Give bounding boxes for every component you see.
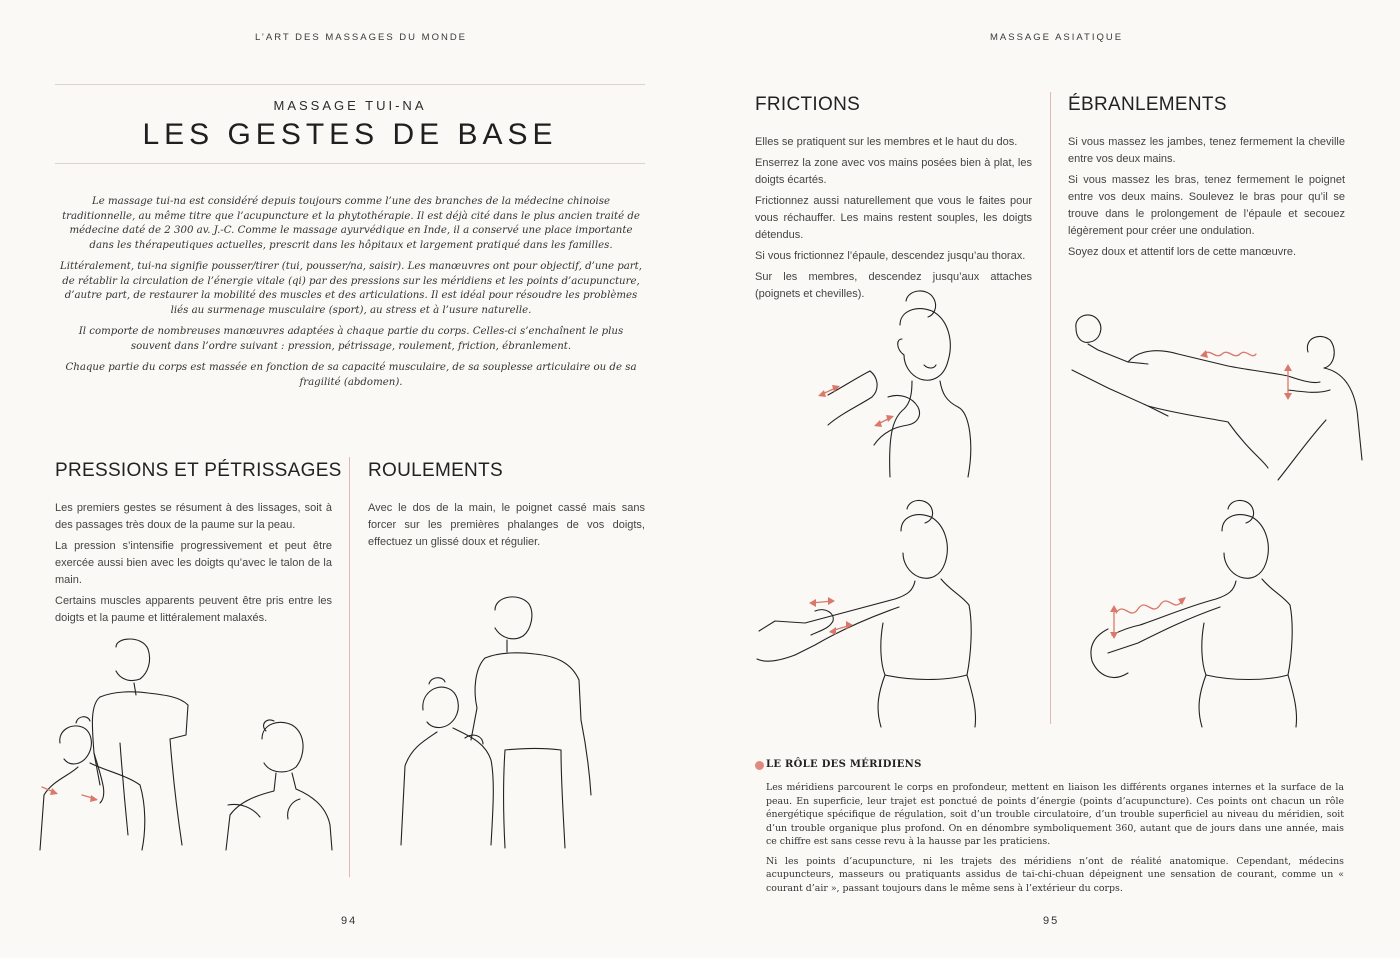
roulements-body: [368, 500, 645, 555]
running-head-right: MASSAGE ASIATIQUE: [990, 32, 1124, 43]
section-bullet-icon: [755, 761, 764, 770]
body-paragraph: Avec le dos de la main, le poignet cassé mais sans forcer sur les premières phalanges de vos doigts, effectuez un glissé doux et régulier.: [368, 502, 645, 548]
box-title-meridiens: LE RÔLE DES MÉRIDIENS: [766, 759, 922, 770]
body-paragraph: Certains muscles apparents peuvent être pris entre les doigts et la paume et littéralement malaxés.: [55, 595, 332, 624]
body-paragraph: Si vous massez les jambes, tenez fermement la cheville entre vos deux mains.: [1068, 136, 1345, 165]
folio-left: 94: [341, 915, 358, 927]
intro-paragraph: Il comporte de nombreuses manœuvres adaptées à chaque partie du corps. Celles-ci s’enchaînent le plus souvent dans l’ordre suivant : pression, pétrissage, roulement, friction, ébranlement.: [78, 326, 624, 352]
friction-shoulder-illustration: [808, 285, 983, 480]
folio-right: 95: [1043, 915, 1060, 927]
ebranlement-leg-illustration: [1068, 310, 1368, 490]
body-paragraph: Si vous frictionnez l’épaule, descendez jusqu’au thorax.: [755, 250, 1026, 262]
frictions-body: [755, 134, 1032, 307]
body-paragraph: Les premiers gestes se résument à des lissages, soit à des passages très doux de la paume sur la peau.: [55, 502, 332, 531]
section-kicker: MASSAGE TUI-NA: [273, 98, 427, 113]
ebranlements-body: [1068, 134, 1345, 265]
column-rule-left: [349, 457, 350, 877]
section-title-frictions: FRICTIONS: [755, 94, 861, 115]
friction-arm-illustration: [755, 495, 995, 730]
roulement-illustration: [395, 590, 625, 850]
column-rule-right: [1050, 92, 1051, 724]
running-head-left: L’ART DES MASSAGES DU MONDE: [255, 32, 468, 43]
body-paragraph: Frictionnez aussi naturellement que vous le faites pour vous réchauffer. Les mains restent souples, les doigts détendus.: [755, 195, 1032, 241]
body-paragraph: Elles se pratiquent sur les membres et le haut du dos.: [755, 136, 1018, 148]
body-paragraph: Soyez doux et attentif lors de cette manœuvre.: [1068, 246, 1297, 258]
meridiens-body: [766, 781, 1344, 901]
body-paragraph: Si vous massez les bras, tenez fermement le poignet entre vos deux mains. Soulevez le bras pour qu’il se trouve dans le prolongement de l’épaule et secouez légèrement pour créer une ondulation.: [1068, 174, 1345, 237]
box-paragraph: Les méridiens parcourent le corps en profondeur, mettent en liaison les différents organes internes et la surface de la peau. En superficie, leur trajet est ponctué de points d’énergie (points d’acupuncture). Ces points ont chacun un rôle énergétique spécifique de régulation, soit d’un trouble circulatoire, d’un trouble superficiel au niveau du méridien, soit d’un trouble organique plus profond. On en dénombre symboliquement 360, autant que de jours dans une année, mais ce chiffre est sans cesse revu à la hausse par les praticiens.: [766, 782, 1344, 847]
intro-paragraph: Littéralement, tui-na signifie pousser/tirer (tui, pousser/na, saisir). Les manœuvres ont pour objectif, d’une part, de rétablir la circulation de l’énergie vitale (qi) par des pressions sur les méridiens et les points d’acupuncture, d’autre part, de restaurer la mobilité des muscles et des articulations. Il est idéal pour résoudre les problèmes liés au surmenage musculaire (sport), au stress et à l’usure naturelle.: [60, 261, 643, 316]
section-title-pressions: PRESSIONS ET PÉTRISSAGES: [55, 460, 342, 481]
body-paragraph: Sur les membres, descendez jusqu’aux attaches (poignets et chevilles).: [755, 271, 1032, 300]
body-paragraph: La pression s’intensifie progressivement et peut être exercée aussi bien avec les doigts qu’avec le talon de la main.: [55, 540, 332, 586]
body-paragraph: Enserrez la zone avec vos mains posées bien à plat, les doigts écartés.: [755, 157, 1032, 186]
page-title: LES GESTES DE BASE: [142, 118, 558, 151]
intro-paragraph: Le massage tui-na est considéré depuis toujours comme l’une des branches de la médecine chinoise traditionnelle, au même titre que l’acupuncture et la phytothérapie. Il est déjà cité dans le plus ancien traité de médecine daté de 2 300 av. J.-C. Comme le massage ayurvédique en Inde, il a conservé une place importante dans les thérapeutiques actuelles, prescrit dans les hôpitaux et largement pratiqué dans les familles.: [62, 196, 640, 251]
title-rule-top: [55, 84, 645, 85]
title-rule-bottom: [55, 163, 645, 164]
pressions-body: [55, 500, 332, 631]
pressions-petrissage-illustration: [30, 635, 340, 855]
intro-text: [60, 195, 642, 397]
ebranlement-arm-illustration: [1068, 495, 1308, 730]
section-title-roulements: ROULEMENTS: [368, 460, 503, 481]
intro-paragraph: Chaque partie du corps est massée en fonction de sa capacité musculaire, de sa souplesse articulaire ou de sa fragilité (abdomen).: [65, 362, 637, 388]
section-title-ebranlements: ÉBRANLEMENTS: [1068, 94, 1227, 115]
box-paragraph: Ni les points d’acupuncture, ni les trajets des méridiens n’ont de réalité anatomique. Cependant, médecins acupuncteurs, masseurs ou pratiquants assidus de tai-chi-chuan dépeignent une sensation de courant, comme un « courant d’air », passant toujours dans le même sens à l’extérieur du corps.: [766, 855, 1344, 894]
